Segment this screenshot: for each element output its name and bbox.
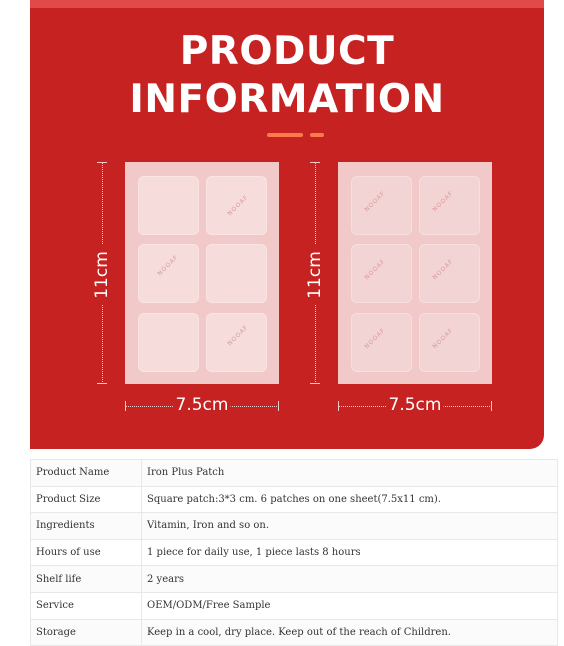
banner-title-line1: PRODUCT — [179, 29, 395, 74]
left-width-label: 7.5cm — [175, 395, 229, 415]
table-row — [31, 619, 558, 646]
left-width-dimension-line — [125, 396, 279, 416]
spec-value: Vitamin, Iron and so on. — [142, 513, 558, 540]
spec-value: 1 piece for daily use, 1 piece lasts 8 hours — [142, 539, 558, 566]
spec-label: Ingredients — [31, 513, 142, 540]
title-underline-long — [267, 133, 303, 137]
spec-value: Square patch:3*3 cm. 6 patches on one sheet(7.5x11 cm). — [142, 486, 558, 513]
spec-value: 2 years — [142, 566, 558, 593]
left-height-label: 11cm — [92, 245, 112, 305]
table-row — [31, 566, 558, 593]
patch — [138, 176, 199, 235]
spec-value: Keep in a cool, dry place. Keep out of the reach of Children. — [142, 619, 558, 646]
brand-watermark: NOOAF — [431, 326, 456, 351]
spec-value: OEM/ODM/Free Sample — [142, 592, 558, 619]
spec-value: Iron Plus Patch — [142, 460, 558, 487]
brand-watermark: NOOAF — [363, 326, 388, 351]
patch-sheet-back — [338, 162, 492, 384]
patch — [138, 313, 199, 372]
spec-label: Shelf life — [31, 566, 142, 593]
right-height-label: 11cm — [305, 245, 325, 305]
banner-title-line2: INFORMATION — [129, 77, 445, 122]
patch — [206, 313, 267, 372]
product-spec-table — [30, 459, 558, 646]
brand-watermark: NOOAF — [226, 323, 251, 348]
brand-watermark: NOOAF — [431, 189, 456, 214]
right-width-label: 7.5cm — [388, 395, 442, 415]
brand-watermark: NOOAF — [363, 257, 388, 282]
product-info-banner — [30, 0, 544, 449]
table-row — [31, 513, 558, 540]
patch — [138, 244, 199, 303]
spec-label: Hours of use — [31, 539, 142, 566]
patch — [419, 313, 480, 372]
spec-label: Product Size — [31, 486, 142, 513]
brand-watermark: NOOAF — [156, 253, 181, 278]
brand-watermark: NOOAF — [431, 257, 456, 282]
patch-sheet-front — [125, 162, 279, 384]
spec-label: Service — [31, 592, 142, 619]
table-row — [31, 460, 558, 487]
table-row — [31, 539, 558, 566]
table-row — [31, 592, 558, 619]
title-underline-short — [310, 133, 324, 137]
table-row — [31, 486, 558, 513]
spec-label: Product Name — [31, 460, 142, 487]
banner-top-strip — [30, 0, 544, 8]
patch — [351, 313, 412, 372]
patch — [419, 176, 480, 235]
patch — [206, 244, 267, 303]
brand-watermark: NOOAF — [363, 189, 388, 214]
patch — [351, 244, 412, 303]
brand-watermark: NOOAF — [226, 193, 251, 218]
patch — [351, 176, 412, 235]
patch — [419, 244, 480, 303]
right-width-dimension-line — [338, 396, 492, 416]
spec-label: Storage — [31, 619, 142, 646]
